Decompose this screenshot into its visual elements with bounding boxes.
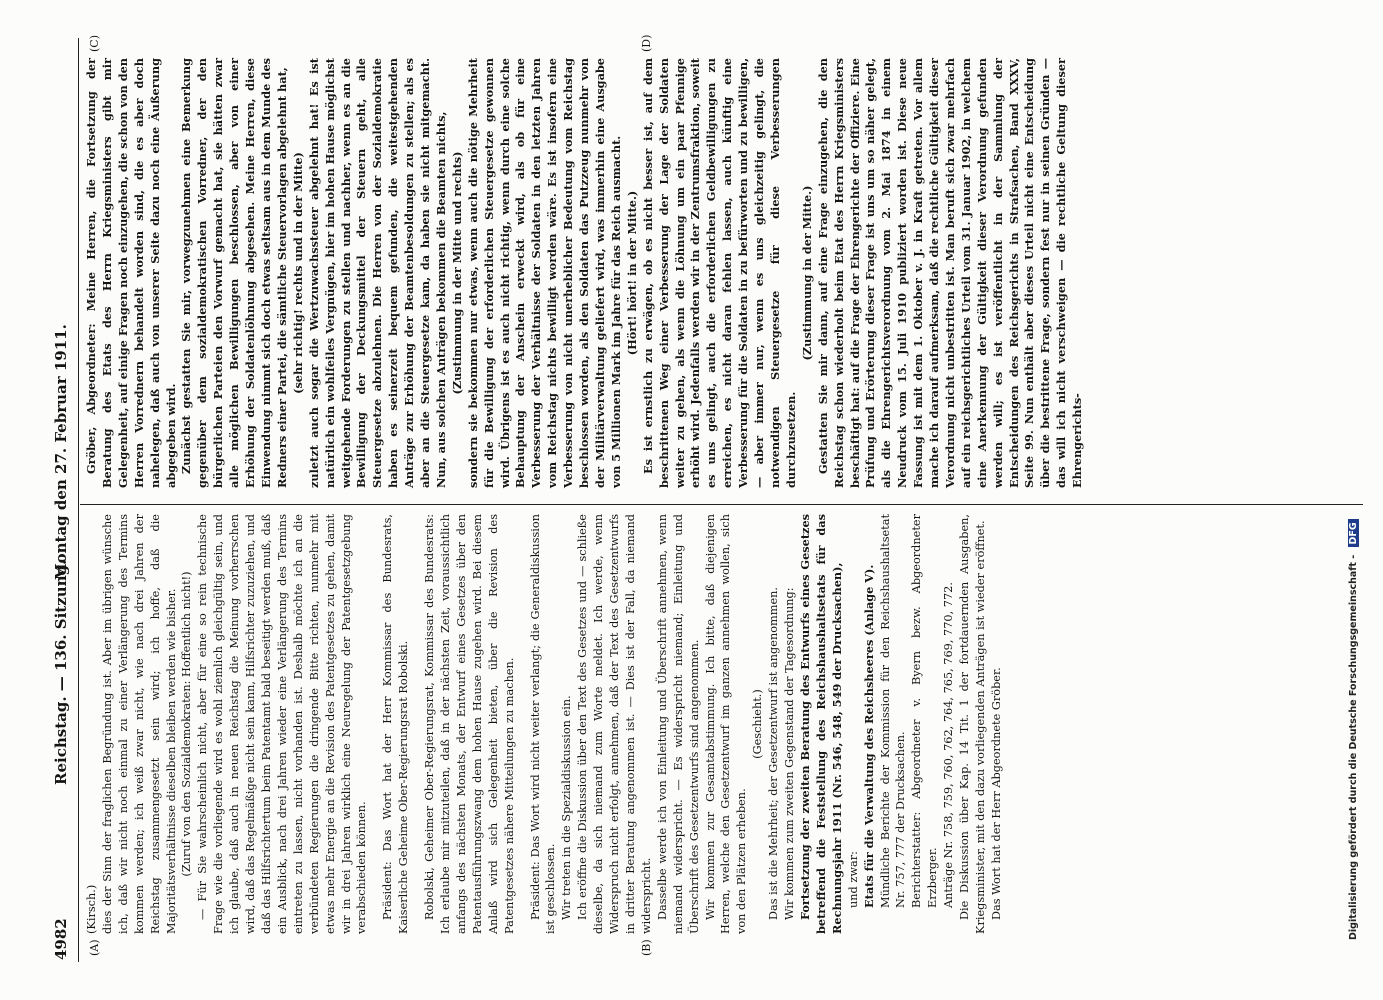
paragraph: Wir kommen zur Gesamtabstimmung. Ich bitte, daß diejenigen Herren, welche den Gesetzentwurf im ganzen annehmen wollen, sich von den Plätzen erheben. [703,514,749,934]
credit-text: Digitalisierung gefördert durch die Deutsche Forschungsgemeinschaft - [1348,554,1359,940]
header-date: Montag den 27. Februar 1911. [52,324,70,580]
interjection: (Zuruf von den Sozialdemokraten: Hoffentlich nicht!) [180,571,194,877]
paragraph: Mündliche Berichte der Kommission für den Reichshaushaltsetat Nr. 757, 777 der Drucksachen. [878,514,908,908]
paragraph: Robolski, Geheimer Ober-Regierungsrat, Kommissar des Bundesrats: Ich erlaube mir mitzuteilen, daß in der nächsten Zeit, voraussichtlich anfangs des nächsten Monats, der Entwurf eines Gesetzes über den Patentausführungszwang dem hohen Hause zugehen wird. Bei diesem Anlaß wird sich Gelegenheit bieten, über die Revision des Patentgesetzes nähere Mitteilungen zu machen. [423,514,516,934]
left-column [84,514,1005,934]
right-column [84,58,1086,488]
paragraph: Präsident: Das Wort wird nicht weiter verlangt; die Generaldiskussion ist geschlossen. [528,514,558,934]
paragraph: Berichterstatter: Abgeordneter v. Byern bezw. Abgeordneter Erzberger. [910,514,940,908]
paragraph: Gröber, Abgeordneter: Meine Herren, die Fortsetzung der Beratung des Etats des Herrn Kriegsministers gibt mir Gelegenheit, auf einige Fragen noch einzugehen, die schon von den Herren Vorrednern behandelt worden sind, die es aber doch nahelegen, daß auch von unserer Seite dazu noch eine Äußerung abgegeben wird. [84,58,178,488]
paragraph: Das ist die Mehrheit; der Gesetzentwurf ist angenommen. [767,586,781,920]
margin-marker-d: (D) [640,34,653,52]
paragraph: Ich eröffne die Diskussion über den Text des Gesetzes und — schließe dieselbe, da sich niemand zum Worte meldet. Ich werde, wenn Widerspruch nicht erfolgt, annehmen, daß der Text des Gesetzentwurfs in dritter Beratung angenommen ist. — Dies ist der Fall, da niemand widerspricht. [576,514,653,934]
page-number: 4982 [52,918,70,960]
margin-marker-a: (A) [88,939,101,956]
paragraph: Anträge Nr. 758, 759, 760, 762, 764, 765, 769, 770, 772. [942,582,956,908]
header-session: Reichstag. — 136. Sitzung. [52,559,70,785]
paragraph: Das Wort hat der Herr Abgeordnete Gröber. [989,667,1003,920]
margin-marker-b: (B) [640,939,653,956]
interjection: (Hört! hört! in der Mitte.) [624,190,639,356]
paragraph: Die Diskussion über Kap. 14 Tit. 1 der fortdauernden Ausgaben, Kriegsminister, mit den dazu vorliegenden Anträgen ist wieder eröffnet. [958,514,987,934]
paragraph: Präsident: Das Wort hat der Herr Kommissar des Bundesrats, Kaiserliche Geheime Ober-Regierungsrat Robolski. [381,514,411,934]
agenda-item: Etats für die Verwaltung des Reichsheeres (Anlage V). [861,564,876,908]
interjection: (Zustimmung in der Mitte.) [799,185,814,361]
margin-marker-c: (C) [88,35,101,52]
paragraph: Wir treten in die Spezialdiskussion ein. [560,695,574,920]
dfg-logo: DFG [1348,519,1359,547]
column-divider [80,504,1363,505]
header-rule [78,38,79,962]
interjection: (Geschieht.) [751,689,765,759]
agenda-item: Fortsetzung der zweiten Beratung des Entwurfs eines Gesetzes betreffend die Feststellung des Reichshaushaltsetats für das Rechnungsjahr 1911 (Nr. 546, 548, 549 der Drucksachen), [797,514,844,934]
paragraph: — Für Sie wahrscheinlich nicht, aber für eine so rein technische Frage wie die vorliegende wird es wohl ziemlich gleichgültig sein, und ich glaube, daß auch in neuen Reichstag die Meinung vorherrschen wird, daß das Regelmäßige nicht sein kann, Hilfsrichter zuzuziehen, und daß das Hilfsrichtertum beim Patentamt bald beseitigt werden muß, daß ein Ausblick, nach drei Jahren wieder eine Verlängerung des Termins eintreten zu lassen, nicht vorhanden ist. Deshalb möchte ich an die verbündeten Regierungen die dringende Bitte richten, nunmehr mit etwas mehr Energie an die Revision des Patentgesetzes zu gehen, damit wir in drei Jahren wirklich eine Neuregelung der Patentgesetzgebung verabschieden können. [196,514,369,934]
paragraph: zuletzt auch sogar die Wertzuwachssteuer abgelehnt hat! Es ist natürlich ein wohlfeiles Vergnügen, hier im hohen Hause möglichst weitgehende Forderungen zu stellen und nachher, wenn es an die Bewilligung der Deckungsmittel der Steuern geht, alle Steuergesetze abzulehnen. Die Herren von der Sozialdemokratie haben es seinerzeit bequem gefunden, die weitestgehenden Anträge zur Erhöhung der Beamtenbesoldungen zu stellen; als es aber an die Steuergesetze kam, da haben sie nicht mitgemacht. Nun, aus solchen Anträgen bekommen die Beamten nichts, [306,58,448,488]
paragraph: Dasselbe werde ich von Einleitung und Überschrift annehmen, wenn niemand widerspricht. — Es widerspricht niemand; Einleitung und Überschrift des Gesetzentwurfs sind angenommen. [655,514,701,934]
interjection: (sehr richtig! rechts und in der Mitte) [290,152,305,394]
running-header [52,40,76,960]
paragraph: sondern sie bekommen nur etwas, wenn auch die nötige Mehrheit für die Bewilligung der erforderlichen Steuergesetze gewonnen wird. Übrigens ist es auch nicht richtig, wenn durch eine solche Behauptung der Anschein erweckt wird, als ob für eine Verbesserung der Verhältnisse der Soldaten in den letzten Jahren vom Reichstag nichts bewilligt worden wäre. Es ist insofern eine Verbesserung von nicht unerheblicher Bedeutung vom Reichstag beschlossen worden, als den Soldaten das Putzzeug nunmehr von der Militärverwaltung geliefert wird, was immerhin eine Ausgabe von 5 Millionen Mark im Jahre für das Reich ausmacht. [465,58,623,488]
paragraph: und zwar: [846,851,860,908]
paragraph: Gestatten Sie mir dann, auf eine Frage einzugehen, die den Reichstag schon wiederholt beim Etat des Herrn Kriegsministers beschäftigt hat: auf die Frage der Ehrengerichte der Offiziere. Eine Prüfung und Erörterung dieser Frage ist uns um so näher gelegt, als die Ehrengerichtsverordnung vom 2. Mai 1874 in einem Neudruck vom 15. Juli 1910 publiziert worden ist. Diese neue Fassung ist mit dem 1. Oktober v. J. in Kraft getreten. Vor allem mache ich darauf aufmerksam, daß die rechtliche Gültigkeit dieser Verordnung nicht unbestritten ist. Man beruft sich zwar mehrfach auf ein reichsgerichtliches Urteil vom 31. Januar 1902, in welchem eine Anerkennung der Gültigkeit dieser Verordnung gefunden werden will; es ist veröffentlicht in der Sammlung der Entscheidungen des Reichsgerichts in Strafsachen, Band XXXV, Seite 99. Nun enthält aber dieses Urteil nicht eine Entscheidung über die bestrittene Frage, sondern fest nur in seinen Gründen — das will ich nicht verschweigen — die rechtliche Geltung dieser Ehrengerichts- [815,58,1085,488]
speaker-note: (Kirsch.) [85,884,98,934]
interjection: (Zustimmung in der Mitte und rechts) [449,151,464,395]
paragraph: Wir kommen zum zweiten Gegenstand der Tagesordnung: [783,587,797,920]
paragraph: dies der Sinn der fraglichen Begründung ist. Aber im übrigen wünsche ich, daß wir nicht noch einmal zu einer Verlängerung des Termins kommen werden; ich weiß zwar nicht, wie nach drei Jahren der Reichstag zusammengesetzt sein wird; ich hoffe, daß die Majoritätsverhältnisse dieselben bleiben werden wie bisher. [100,514,178,934]
paragraph: Es ist ernstlich zu erwägen, ob es nicht besser ist, auf dem beschrittenen Weg einer Verbesserung der Lage der Soldaten weiter zu gehen, als wenn die Löhnung um ein paar Pfennige erhöht wird. Jedenfalls werden wir in der Zentrumsfraktion, soweit es uns gelingt, auch die erforderlichen Geldbewilligungen zu erreichen, es nicht daran fehlen lassen, auch künftig eine Verbesserung für die Soldaten in zu befürworten und zu bewilligen, — aber immer nur, wenn es uns gleichzeitig gelingt, die notwendigen Steuergesetze für diese Verbesserungen durchzusetzen. [640,58,798,488]
paragraph: Zunächst gestatten Sie mir, vorwegzunehmen eine Bemerkung gegenüber dem sozialdemokratischen Vorredner, der den bürgerlichen Parteien den Vorwurf gemacht hat, sie hätten zwar alle möglichen Bewilligungen beschlossen, aber von einer Erhöhung der Soldatenlöhnung abgesehen. Meine Herren, diese Einwendung nimmt sich doch etwas seltsam aus in dem Munde des Redners einer Partei, die sämtliche Steuervorlagen abgelehnt hat, [179,58,289,488]
digitization-credit [1348,519,1359,940]
